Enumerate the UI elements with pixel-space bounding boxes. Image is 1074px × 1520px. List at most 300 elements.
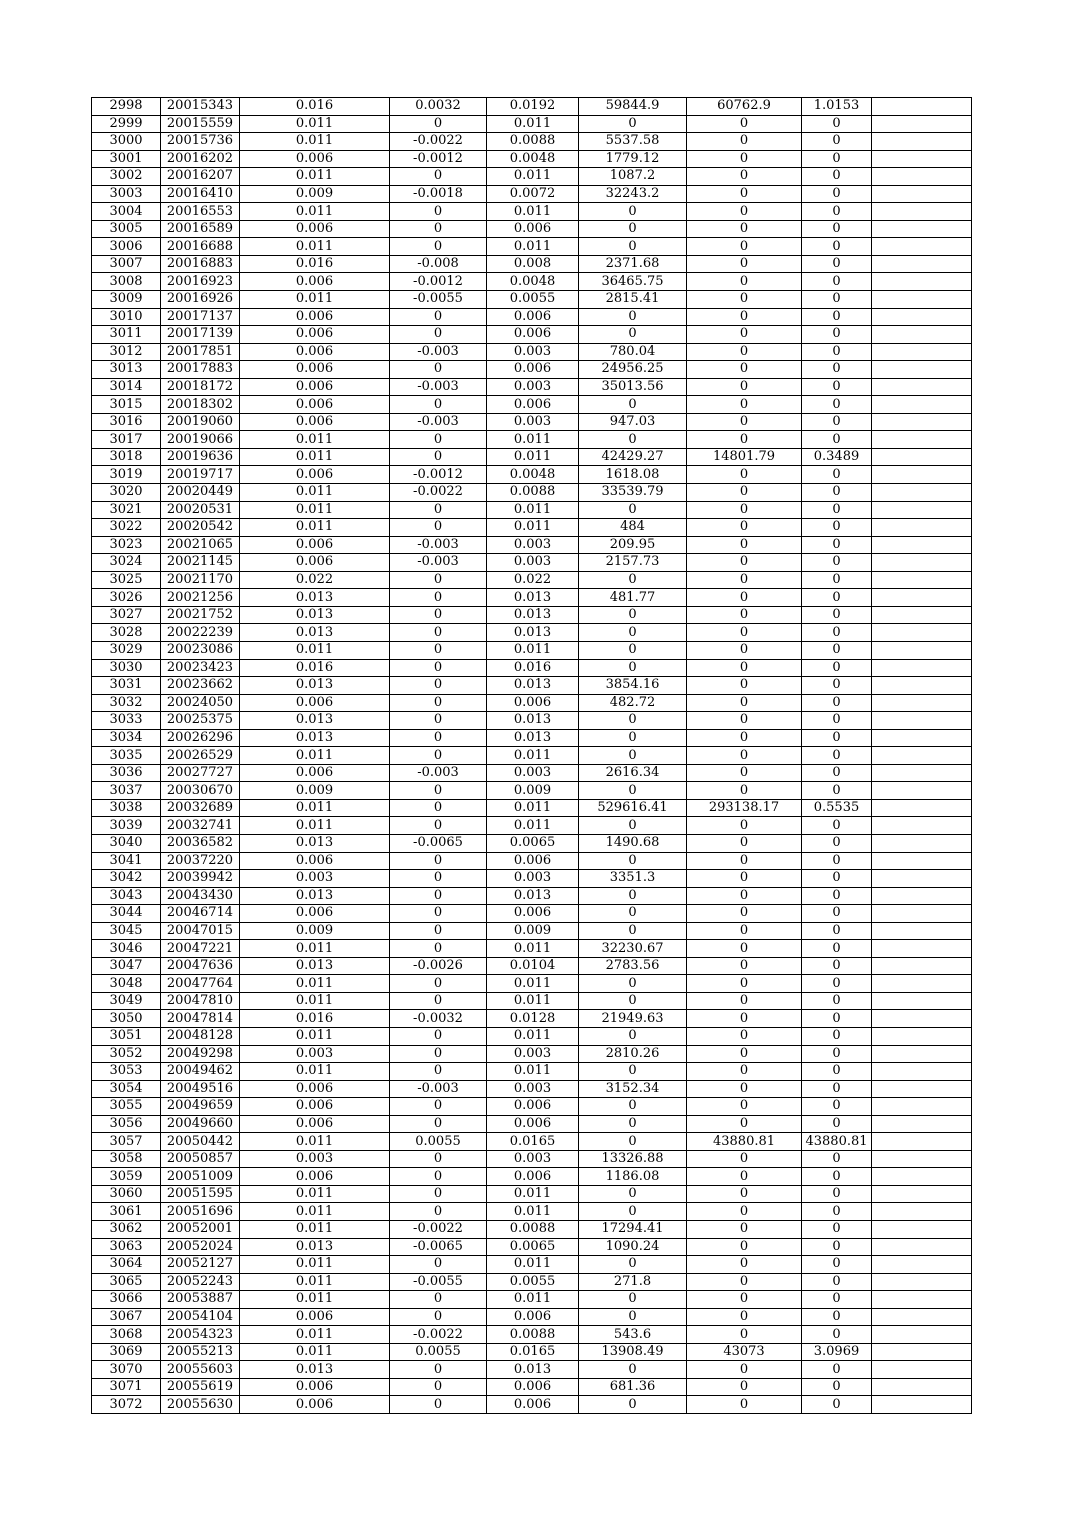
cell-row-number: 3005 [92, 220, 161, 238]
cell-amount-a: 0 [579, 238, 687, 256]
cell-value-b: 0.011 [487, 448, 579, 466]
cell-amount-b: 0 [687, 501, 802, 519]
cell-row-number: 3018 [92, 448, 161, 466]
cell-amount-b: 0 [687, 273, 802, 291]
cell-ratio: 0 [802, 343, 872, 361]
table-row [92, 624, 972, 642]
cell-extra [872, 887, 972, 905]
cell-record-id: 20015736 [161, 133, 240, 151]
cell-row-number: 3002 [92, 168, 161, 186]
cell-extra [872, 1133, 972, 1151]
cell-adjustment: 0 [390, 712, 487, 730]
cell-adjustment: 0.0055 [390, 1343, 487, 1361]
cell-amount-b: 0 [687, 729, 802, 747]
cell-amount-b: 0 [687, 1115, 802, 1133]
cell-value-a: 0.011 [240, 1185, 390, 1203]
cell-ratio: 0 [802, 220, 872, 238]
cell-ratio: 0 [802, 1361, 872, 1379]
cell-record-id: 20049659 [161, 1098, 240, 1116]
cell-value-a: 0.011 [240, 1326, 390, 1344]
cell-adjustment: 0 [390, 238, 487, 256]
cell-extra [872, 115, 972, 133]
cell-value-b: 0.006 [487, 396, 579, 414]
cell-value-b: 0.006 [487, 1308, 579, 1326]
cell-extra [872, 1168, 972, 1186]
cell-ratio: 0 [802, 922, 872, 940]
cell-ratio: 0 [802, 133, 872, 151]
cell-row-number: 3013 [92, 361, 161, 379]
cell-record-id: 20016207 [161, 168, 240, 186]
cell-value-a: 0.011 [240, 1027, 390, 1045]
cell-amount-a: 1779.12 [579, 150, 687, 168]
cell-amount-a: 0 [579, 729, 687, 747]
cell-record-id: 20049660 [161, 1115, 240, 1133]
table-row [92, 747, 972, 765]
cell-ratio: 0 [802, 606, 872, 624]
cell-row-number: 3041 [92, 852, 161, 870]
table-row [92, 694, 972, 712]
cell-row-number: 3062 [92, 1221, 161, 1239]
cell-value-a: 0.006 [240, 554, 390, 572]
cell-value-a: 0.006 [240, 905, 390, 923]
cell-extra [872, 1150, 972, 1168]
cell-extra [872, 291, 972, 309]
cell-amount-b: 0 [687, 484, 802, 502]
cell-value-a: 0.011 [240, 519, 390, 537]
cell-value-a: 0.003 [240, 1045, 390, 1063]
cell-adjustment: 0 [390, 641, 487, 659]
cell-ratio: 0 [802, 501, 872, 519]
cell-value-b: 0.003 [487, 378, 579, 396]
cell-adjustment: 0 [390, 115, 487, 133]
cell-row-number: 3066 [92, 1291, 161, 1309]
cell-row-number: 3051 [92, 1027, 161, 1045]
cell-adjustment: -0.0022 [390, 484, 487, 502]
table-row [92, 957, 972, 975]
cell-row-number: 3046 [92, 940, 161, 958]
cell-ratio: 0 [802, 1063, 872, 1081]
cell-record-id: 20015559 [161, 115, 240, 133]
cell-amount-b: 0 [687, 1326, 802, 1344]
cell-value-a: 0.006 [240, 1080, 390, 1098]
cell-amount-b: 0 [687, 1361, 802, 1379]
cell-extra [872, 396, 972, 414]
cell-adjustment: 0 [390, 922, 487, 940]
cell-value-a: 0.006 [240, 1115, 390, 1133]
cell-amount-a: 0 [579, 501, 687, 519]
cell-amount-b: 0 [687, 203, 802, 221]
cell-amount-a: 0 [579, 1361, 687, 1379]
cell-value-b: 0.013 [487, 1361, 579, 1379]
cell-ratio: 0 [802, 677, 872, 695]
cell-ratio: 0 [802, 291, 872, 309]
cell-extra [872, 203, 972, 221]
cell-value-b: 0.006 [487, 1168, 579, 1186]
cell-record-id: 20019717 [161, 466, 240, 484]
cell-amount-a: 1618.08 [579, 466, 687, 484]
cell-adjustment: 0 [390, 905, 487, 923]
cell-adjustment: 0 [390, 1308, 487, 1326]
cell-adjustment: 0 [390, 396, 487, 414]
cell-ratio: 1.0153 [802, 98, 872, 116]
cell-extra [872, 624, 972, 642]
cell-amount-a: 0 [579, 659, 687, 677]
cell-row-number: 3012 [92, 343, 161, 361]
cell-extra [872, 1256, 972, 1274]
cell-amount-b: 0 [687, 168, 802, 186]
cell-amount-a: 0 [579, 1098, 687, 1116]
cell-value-b: 0.0088 [487, 1221, 579, 1239]
cell-extra [872, 1115, 972, 1133]
cell-adjustment: -0.003 [390, 1080, 487, 1098]
cell-amount-a: 0 [579, 992, 687, 1010]
cell-amount-b: 0 [687, 115, 802, 133]
cell-extra [872, 1361, 972, 1379]
cell-row-number: 3025 [92, 571, 161, 589]
cell-amount-b: 0 [687, 957, 802, 975]
cell-amount-a: 0 [579, 571, 687, 589]
cell-value-b: 0.006 [487, 308, 579, 326]
cell-amount-b: 0 [687, 1221, 802, 1239]
cell-extra [872, 308, 972, 326]
cell-value-b: 0.011 [487, 519, 579, 537]
cell-record-id: 20016923 [161, 273, 240, 291]
cell-amount-b: 43880.81 [687, 1133, 802, 1151]
cell-adjustment: -0.0018 [390, 185, 487, 203]
table-row [92, 203, 972, 221]
table-row [92, 1098, 972, 1116]
table-row [92, 1308, 972, 1326]
cell-record-id: 20025375 [161, 712, 240, 730]
cell-adjustment: 0 [390, 887, 487, 905]
cell-record-id: 20047636 [161, 957, 240, 975]
cell-amount-a: 1087.2 [579, 168, 687, 186]
table-row [92, 852, 972, 870]
cell-adjustment: -0.0065 [390, 834, 487, 852]
cell-record-id: 20016202 [161, 150, 240, 168]
cell-adjustment: -0.003 [390, 413, 487, 431]
cell-record-id: 20054104 [161, 1308, 240, 1326]
table-row [92, 1361, 972, 1379]
cell-extra [872, 343, 972, 361]
cell-extra [872, 922, 972, 940]
cell-amount-a: 209.95 [579, 536, 687, 554]
cell-amount-a: 0 [579, 975, 687, 993]
cell-value-b: 0.006 [487, 694, 579, 712]
cell-extra [872, 677, 972, 695]
cell-extra [872, 1098, 972, 1116]
cell-value-b: 0.011 [487, 115, 579, 133]
cell-record-id: 20052243 [161, 1273, 240, 1291]
cell-extra [872, 536, 972, 554]
cell-amount-b: 0 [687, 624, 802, 642]
cell-value-a: 0.011 [240, 992, 390, 1010]
cell-row-number: 3053 [92, 1063, 161, 1081]
cell-row-number: 3014 [92, 378, 161, 396]
table-row [92, 975, 972, 993]
cell-extra [872, 220, 972, 238]
cell-ratio: 0 [802, 1203, 872, 1221]
cell-extra [872, 133, 972, 151]
cell-extra [872, 1291, 972, 1309]
table-row [92, 712, 972, 730]
cell-amount-a: 21949.63 [579, 1010, 687, 1028]
cell-value-b: 0.0048 [487, 466, 579, 484]
table-row [92, 870, 972, 888]
cell-amount-b: 0 [687, 1080, 802, 1098]
cell-adjustment: 0 [390, 870, 487, 888]
cell-amount-b: 0 [687, 992, 802, 1010]
cell-value-a: 0.011 [240, 1291, 390, 1309]
cell-record-id: 20018302 [161, 396, 240, 414]
cell-value-b: 0.011 [487, 747, 579, 765]
cell-value-a: 0.016 [240, 98, 390, 116]
cell-amount-a: 0 [579, 712, 687, 730]
cell-record-id: 20019066 [161, 431, 240, 449]
cell-row-number: 3047 [92, 957, 161, 975]
cell-value-b: 0.003 [487, 870, 579, 888]
cell-ratio: 0 [802, 238, 872, 256]
cell-adjustment: 0 [390, 992, 487, 1010]
cell-record-id: 20020542 [161, 519, 240, 537]
cell-amount-a: 35013.56 [579, 378, 687, 396]
cell-amount-a: 0 [579, 1203, 687, 1221]
cell-ratio: 0 [802, 589, 872, 607]
table-row [92, 431, 972, 449]
cell-amount-a: 13326.88 [579, 1150, 687, 1168]
cell-extra [872, 413, 972, 431]
cell-value-b: 0.0072 [487, 185, 579, 203]
cell-value-b: 0.003 [487, 1150, 579, 1168]
cell-adjustment: 0 [390, 589, 487, 607]
cell-value-a: 0.011 [240, 133, 390, 151]
cell-row-number: 3050 [92, 1010, 161, 1028]
cell-row-number: 3069 [92, 1343, 161, 1361]
cell-amount-b: 60762.9 [687, 98, 802, 116]
cell-value-b: 0.011 [487, 501, 579, 519]
cell-amount-a: 24956.25 [579, 361, 687, 379]
cell-record-id: 20049298 [161, 1045, 240, 1063]
cell-value-a: 0.009 [240, 185, 390, 203]
cell-ratio: 0 [802, 975, 872, 993]
cell-row-number: 3035 [92, 747, 161, 765]
cell-amount-b: 0 [687, 694, 802, 712]
table-row [92, 1185, 972, 1203]
cell-amount-a: 1090.24 [579, 1238, 687, 1256]
table-row [92, 536, 972, 554]
cell-ratio: 0 [802, 1378, 872, 1396]
cell-amount-b: 0 [687, 712, 802, 730]
cell-amount-a: 0 [579, 308, 687, 326]
cell-value-b: 0.013 [487, 606, 579, 624]
cell-row-number: 3009 [92, 291, 161, 309]
cell-value-a: 0.006 [240, 764, 390, 782]
cell-value-a: 0.006 [240, 694, 390, 712]
cell-ratio: 0 [802, 1185, 872, 1203]
cell-amount-a: 0 [579, 905, 687, 923]
cell-amount-a: 0 [579, 747, 687, 765]
table-row [92, 1256, 972, 1274]
cell-row-number: 3032 [92, 694, 161, 712]
cell-amount-b: 0 [687, 466, 802, 484]
cell-value-a: 0.011 [240, 1133, 390, 1151]
cell-value-b: 0.011 [487, 1256, 579, 1274]
cell-value-b: 0.013 [487, 729, 579, 747]
table-row [92, 817, 972, 835]
cell-adjustment: -0.0022 [390, 133, 487, 151]
table-row [92, 501, 972, 519]
cell-amount-a: 0 [579, 641, 687, 659]
cell-adjustment: 0 [390, 519, 487, 537]
cell-extra [872, 641, 972, 659]
cell-adjustment: 0 [390, 1256, 487, 1274]
cell-adjustment: -0.0032 [390, 1010, 487, 1028]
cell-row-number: 3067 [92, 1308, 161, 1326]
cell-amount-a: 0 [579, 1063, 687, 1081]
table-row [92, 571, 972, 589]
table-row [92, 361, 972, 379]
cell-value-a: 0.006 [240, 343, 390, 361]
cell-adjustment: 0 [390, 168, 487, 186]
table-row [92, 940, 972, 958]
cell-row-number: 3038 [92, 799, 161, 817]
cell-amount-a: 2810.26 [579, 1045, 687, 1063]
cell-amount-b: 0 [687, 519, 802, 537]
cell-record-id: 20020531 [161, 501, 240, 519]
cell-extra [872, 1045, 972, 1063]
cell-record-id: 20021065 [161, 536, 240, 554]
cell-value-a: 0.022 [240, 571, 390, 589]
cell-adjustment: -0.003 [390, 554, 487, 572]
cell-value-b: 0.011 [487, 238, 579, 256]
table-row [92, 115, 972, 133]
cell-value-a: 0.013 [240, 1361, 390, 1379]
cell-amount-b: 0 [687, 1273, 802, 1291]
table-row [92, 589, 972, 607]
cell-ratio: 0 [802, 747, 872, 765]
cell-extra [872, 168, 972, 186]
cell-record-id: 20049462 [161, 1063, 240, 1081]
cell-amount-a: 947.03 [579, 413, 687, 431]
cell-value-a: 0.011 [240, 1256, 390, 1274]
cell-ratio: 0 [802, 571, 872, 589]
cell-value-b: 0.006 [487, 905, 579, 923]
cell-adjustment: 0 [390, 1185, 487, 1203]
cell-record-id: 20023086 [161, 641, 240, 659]
cell-record-id: 20019636 [161, 448, 240, 466]
cell-adjustment: 0 [390, 799, 487, 817]
cell-amount-a: 0 [579, 606, 687, 624]
cell-row-number: 3045 [92, 922, 161, 940]
cell-extra [872, 782, 972, 800]
table-row [92, 396, 972, 414]
table-row [92, 554, 972, 572]
cell-amount-b: 0 [687, 1045, 802, 1063]
table-row [92, 1203, 972, 1221]
cell-amount-a: 13908.49 [579, 1343, 687, 1361]
cell-value-a: 0.013 [240, 957, 390, 975]
cell-ratio: 0 [802, 1045, 872, 1063]
cell-extra [872, 361, 972, 379]
cell-value-b: 0.016 [487, 659, 579, 677]
cell-record-id: 20046714 [161, 905, 240, 923]
cell-adjustment: 0 [390, 448, 487, 466]
cell-adjustment: 0 [390, 940, 487, 958]
cell-record-id: 20047810 [161, 992, 240, 1010]
cell-amount-b: 0 [687, 238, 802, 256]
cell-ratio: 0 [802, 115, 872, 133]
cell-value-a: 0.006 [240, 308, 390, 326]
cell-record-id: 20047764 [161, 975, 240, 993]
cell-record-id: 20021170 [161, 571, 240, 589]
cell-value-a: 0.013 [240, 887, 390, 905]
cell-ratio: 0 [802, 378, 872, 396]
cell-value-a: 0.013 [240, 677, 390, 695]
cell-amount-b: 0 [687, 641, 802, 659]
cell-value-a: 0.011 [240, 975, 390, 993]
cell-extra [872, 431, 972, 449]
cell-extra [872, 870, 972, 888]
table-row [92, 98, 972, 116]
cell-row-number: 3022 [92, 519, 161, 537]
cell-value-a: 0.013 [240, 606, 390, 624]
cell-amount-a: 2616.34 [579, 764, 687, 782]
cell-ratio: 0 [802, 1291, 872, 1309]
cell-record-id: 20023423 [161, 659, 240, 677]
cell-adjustment: 0 [390, 326, 487, 344]
cell-extra [872, 150, 972, 168]
cell-row-number: 3006 [92, 238, 161, 256]
cell-value-b: 0.0128 [487, 1010, 579, 1028]
cell-adjustment: 0.0055 [390, 1133, 487, 1151]
cell-extra [872, 1185, 972, 1203]
cell-record-id: 20047814 [161, 1010, 240, 1028]
cell-value-a: 0.011 [240, 431, 390, 449]
cell-value-b: 0.011 [487, 431, 579, 449]
cell-value-b: 0.011 [487, 1185, 579, 1203]
cell-value-a: 0.013 [240, 1238, 390, 1256]
cell-amount-a: 0 [579, 1256, 687, 1274]
cell-amount-a: 0 [579, 220, 687, 238]
cell-amount-b: 0 [687, 255, 802, 273]
cell-record-id: 20018172 [161, 378, 240, 396]
cell-amount-b: 0 [687, 571, 802, 589]
cell-ratio: 0 [802, 484, 872, 502]
cell-row-number: 3072 [92, 1396, 161, 1414]
cell-amount-b: 0 [687, 1098, 802, 1116]
table-row [92, 1221, 972, 1239]
cell-extra [872, 466, 972, 484]
cell-record-id: 20026529 [161, 747, 240, 765]
cell-ratio: 0 [802, 1308, 872, 1326]
cell-value-b: 0.013 [487, 589, 579, 607]
table-row [92, 1150, 972, 1168]
cell-extra [872, 1238, 972, 1256]
table-row [92, 677, 972, 695]
cell-value-a: 0.011 [240, 168, 390, 186]
cell-amount-b: 0 [687, 975, 802, 993]
cell-value-b: 0.003 [487, 1045, 579, 1063]
cell-record-id: 20053887 [161, 1291, 240, 1309]
cell-amount-b: 0 [687, 1378, 802, 1396]
cell-ratio: 0 [802, 396, 872, 414]
cell-extra [872, 729, 972, 747]
cell-value-b: 0.011 [487, 975, 579, 993]
cell-ratio: 0 [802, 905, 872, 923]
cell-amount-b: 0 [687, 1238, 802, 1256]
cell-value-a: 0.006 [240, 396, 390, 414]
table-row [92, 378, 972, 396]
